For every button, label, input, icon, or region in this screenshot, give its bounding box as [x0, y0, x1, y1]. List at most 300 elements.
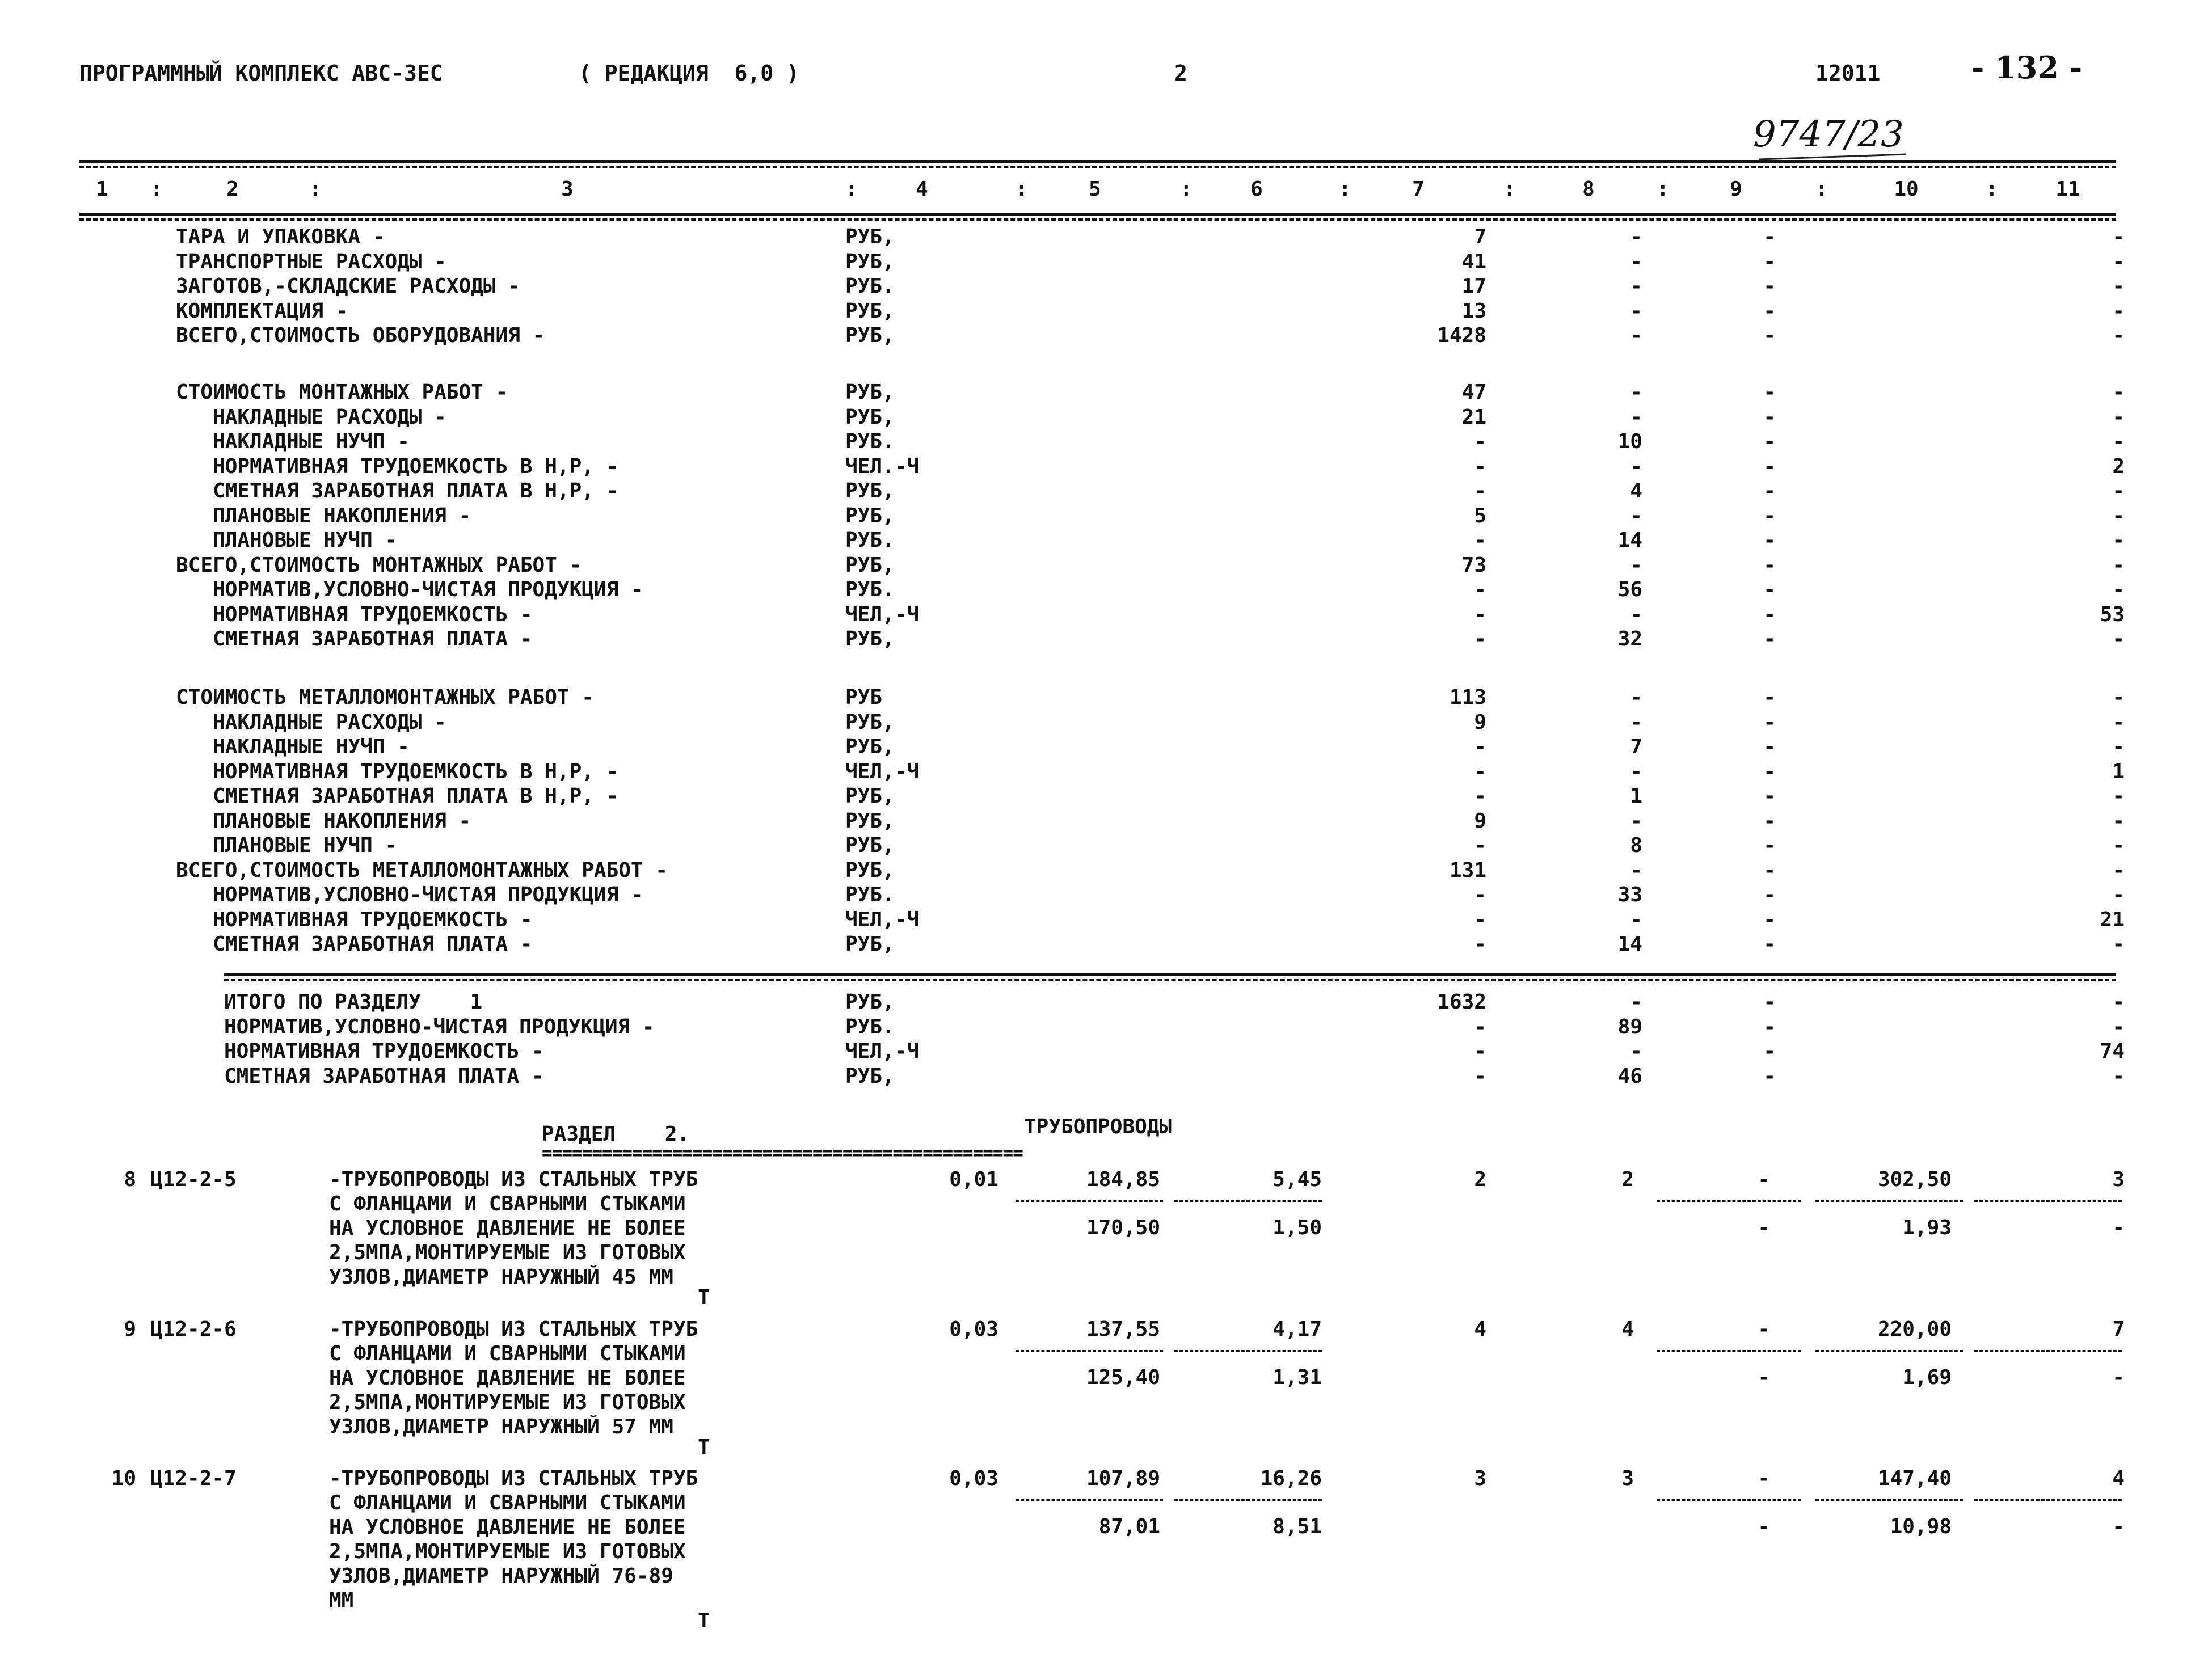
item-col5-bottom: 170,50 [1086, 1216, 1160, 1239]
item-col9-bottom: - [1758, 1216, 1770, 1239]
row-unit: РУБ, [845, 1064, 895, 1088]
row-col11: 53 [2100, 602, 2125, 626]
column-header-10: 10 [1894, 178, 1919, 201]
column-separator: : [845, 178, 858, 201]
row-col7: - [1474, 933, 1486, 956]
column-header-1: 1 [96, 178, 108, 201]
item-col6-divider [1174, 1499, 1322, 1501]
row-col11: - [2112, 1015, 2125, 1039]
row-col9: - [1763, 627, 1776, 651]
row-name: ПЛАНОВЫЕ НАКОПЛЕНИЯ - [176, 809, 471, 833]
item-col8: 2 [1621, 1168, 1634, 1191]
row-col11: - [2112, 381, 2125, 404]
item-col11-top: 3 [2112, 1168, 2125, 1191]
item-col10-divider [1815, 1499, 1963, 1501]
document-code: 12011 [1815, 61, 1881, 86]
row-unit: РУБ, [845, 933, 895, 956]
row-col11: - [2112, 250, 2125, 273]
row-col11: - [2112, 504, 2125, 528]
row-col9: - [1763, 858, 1776, 882]
row-unit: РУБ, [845, 405, 895, 429]
row-col7: 17 [1461, 275, 1486, 298]
section-underline: ================================================ [542, 1143, 1023, 1163]
row-col8: - [1630, 760, 1642, 783]
row-unit: РУБ. [845, 883, 895, 906]
item-col9-divider [1657, 1350, 1801, 1352]
row-col7: - [1474, 1040, 1486, 1063]
item-col9-bottom: - [1758, 1515, 1770, 1538]
row-unit: РУБ, [845, 381, 895, 404]
header-bottom-rule [79, 213, 2116, 216]
row-col11: - [2112, 809, 2125, 833]
row-name: СМЕТНАЯ ЗАРАБОТНАЯ ПЛАТА - [224, 1064, 544, 1088]
row-col8: 14 [1617, 529, 1642, 552]
row-col8: - [1630, 381, 1642, 404]
item-col10-bottom: 1,93 [1902, 1216, 1952, 1239]
row-name: ЗАГОТОВ,-СКЛАДСКИЕ РАСХОДЫ - [176, 275, 520, 298]
row-col7: - [1474, 430, 1486, 453]
item-col10-top: 302,50 [1877, 1168, 1952, 1191]
row-col11: 1 [2112, 760, 2125, 783]
row-name: ТАРА И УПАКОВКА - [176, 225, 385, 248]
item-number: 8 [124, 1168, 136, 1191]
item-col5-divider [1016, 1499, 1163, 1501]
row-col9: - [1763, 760, 1776, 783]
row-name: НАКЛАДНЫЕ РАСХОДЫ - [176, 405, 446, 429]
row-col7: - [1474, 735, 1486, 758]
row-col8: - [1630, 299, 1642, 323]
item-col7: 3 [1474, 1467, 1486, 1490]
row-col7: 7 [1474, 225, 1486, 248]
item-col6-top: 16,26 [1260, 1467, 1322, 1490]
row-col9: - [1763, 1040, 1776, 1063]
row-col7: - [1474, 784, 1486, 808]
row-col9: - [1763, 504, 1776, 528]
header-bottom-rule-2 [79, 218, 2116, 221]
row-col11: - [2112, 784, 2125, 808]
column-header-4: 4 [916, 178, 928, 201]
row-unit: РУБ. [845, 430, 895, 453]
totals-rule-2 [224, 979, 2116, 981]
row-unit: ЧЕЛ.-Ч [845, 454, 920, 478]
item-unit: Т [698, 1286, 710, 1309]
row-col11: - [2112, 324, 2125, 347]
row-col9: - [1763, 602, 1776, 626]
row-col7: 9 [1474, 809, 1486, 833]
item-col7: 2 [1474, 1168, 1486, 1191]
row-col8: - [1630, 858, 1642, 882]
row-col7: - [1474, 1064, 1486, 1088]
row-col11: - [2112, 275, 2125, 298]
item-quantity: 0,03 [949, 1467, 998, 1490]
item-number: 10 [111, 1467, 136, 1490]
row-col7: - [1474, 602, 1486, 626]
row-col11: - [2112, 578, 2125, 601]
row-unit: РУБ, [845, 627, 895, 651]
row-col7: - [1474, 578, 1486, 601]
document-page-number: 2 [1174, 61, 1187, 86]
item-col6-top: 4,17 [1273, 1318, 1322, 1341]
row-name: НОРМАТИВ,УСЛОВНО-ЧИСТАЯ ПРОДУКЦИЯ - [176, 578, 643, 601]
item-description-line: -ТРУБОПРОВОДЫ ИЗ СТАЛЬНЫХ ТРУБ [329, 1318, 698, 1341]
item-col10-bottom: 1,69 [1902, 1366, 1952, 1389]
row-col7: 1428 [1437, 324, 1486, 347]
column-header-8: 8 [1582, 178, 1595, 201]
item-col10-top: 220,00 [1877, 1318, 1952, 1341]
row-name: ВСЕГО,СТОИМОСТЬ МОНТАЖНЫХ РАБОТ - [176, 553, 582, 577]
row-unit: РУБ, [845, 735, 895, 758]
row-col11: - [2112, 299, 2125, 323]
row-col9: - [1763, 908, 1776, 931]
row-unit: РУБ [845, 686, 883, 709]
row-unit: РУБ. [845, 275, 895, 298]
row-col9: - [1763, 1015, 1776, 1039]
row-name: КОМПЛЕКТАЦИЯ - [176, 299, 348, 323]
row-col7: 73 [1461, 553, 1486, 577]
row-col9: - [1763, 578, 1776, 601]
row-col7: - [1474, 883, 1486, 906]
section-title: ТРУБОПРОВОДЫ [1024, 1115, 1172, 1138]
row-unit: ЧЕЛ,-Ч [845, 908, 920, 931]
column-header-11: 11 [2055, 178, 2080, 201]
item-col10-bottom: 10,98 [1890, 1515, 1952, 1538]
row-name: НОРМАТИВНАЯ ТРУДОЕМКОСТЬ В Н,Р, - [176, 760, 619, 783]
row-col7: 47 [1461, 381, 1486, 404]
row-col9: - [1763, 834, 1776, 857]
row-col8: - [1630, 504, 1642, 528]
item-col7: 4 [1474, 1318, 1486, 1341]
row-col7: - [1474, 908, 1486, 931]
row-col11: - [2112, 430, 2125, 453]
row-name: ВСЕГО,СТОИМОСТЬ ОБОРУДОВАНИЯ - [176, 324, 545, 347]
row-col9: - [1763, 686, 1776, 709]
item-col9-divider [1657, 1499, 1801, 1501]
column-separator: : [1016, 178, 1028, 201]
row-name: НОРМАТИВНАЯ ТРУДОЕМКОСТЬ - [176, 602, 533, 626]
item-unit: Т [698, 1436, 710, 1459]
row-unit: РУБ, [845, 834, 895, 857]
row-unit: РУБ, [845, 858, 895, 882]
row-unit: РУБ. [845, 578, 895, 601]
column-separator: : [309, 178, 322, 201]
row-col8: 46 [1617, 1064, 1642, 1088]
row-name: СМЕТНАЯ ЗАРАБОТНАЯ ПЛАТА В Н,Р, - [176, 479, 619, 503]
item-col8: 4 [1621, 1318, 1634, 1341]
row-col11: - [2112, 933, 2125, 956]
row-col8: - [1630, 250, 1642, 273]
item-quantity: 0,03 [949, 1318, 998, 1341]
item-number: 9 [124, 1318, 136, 1341]
item-description-line: С ФЛАНЦАМИ И СВАРНЫМИ СТЫКАМИ [329, 1491, 686, 1514]
row-col8: 7 [1630, 735, 1642, 758]
row-col7: 9 [1474, 710, 1486, 734]
row-unit: РУБ, [845, 784, 895, 808]
column-separator: : [1180, 178, 1193, 201]
row-name: ИТОГО ПО РАЗДЕЛУ 1 [224, 990, 483, 1014]
row-name: НАКЛАДНЫЕ НУЧП - [176, 735, 410, 758]
item-description-line: НА УСЛОВНОЕ ДАВЛЕНИЕ НЕ БОЛЕЕ [329, 1516, 686, 1539]
row-col8: - [1630, 602, 1642, 626]
row-name: НАКЛАДНЫЕ НУЧП - [176, 430, 410, 453]
item-code: Ц12-2-5 [150, 1168, 237, 1191]
row-name: СМЕТНАЯ ЗАРАБОТНАЯ ПЛАТА - [176, 933, 533, 956]
row-col7: - [1474, 529, 1486, 552]
row-col7: 41 [1461, 250, 1486, 273]
item-col11-top: 7 [2112, 1318, 2125, 1341]
row-col7: - [1474, 1015, 1486, 1039]
row-col9: - [1763, 454, 1776, 478]
item-description-line: -ТРУБОПРОВОДЫ ИЗ СТАЛЬНЫХ ТРУБ [329, 1467, 698, 1490]
row-unit: ЧЕЛ,-Ч [845, 602, 920, 626]
row-unit: РУБ, [845, 479, 895, 503]
row-name: СТОИМОСТЬ МЕТАЛЛОМОНТАЖНЫХ РАБОТ - [176, 686, 594, 709]
row-col7: 113 [1449, 686, 1486, 709]
column-header-5: 5 [1089, 178, 1101, 201]
column-header-7: 7 [1412, 178, 1425, 201]
row-name: СМЕТНАЯ ЗАРАБОТНАЯ ПЛАТА - [176, 627, 533, 651]
row-col8: - [1630, 454, 1642, 478]
row-col11: - [2112, 735, 2125, 758]
row-col9: - [1763, 430, 1776, 453]
item-description-line: С ФЛАНЦАМИ И СВАРНЫМИ СТЫКАМИ [329, 1192, 686, 1216]
row-col11: - [2112, 553, 2125, 577]
item-code: Ц12-2-7 [150, 1467, 237, 1490]
row-col9: - [1763, 735, 1776, 758]
totals-rule [224, 973, 2116, 976]
row-unit: ЧЕЛ,-Ч [845, 760, 920, 783]
item-col9-divider [1657, 1200, 1801, 1202]
row-col9: - [1763, 275, 1776, 298]
item-col9-top: - [1758, 1168, 1770, 1191]
row-name: НОРМАТИВ,УСЛОВНО-ЧИСТАЯ ПРОДУКЦИЯ - [176, 883, 643, 906]
section-label: РАЗДЕЛ 2. [542, 1123, 690, 1146]
row-col8: - [1630, 908, 1642, 931]
row-col9: - [1763, 710, 1776, 734]
item-col6-divider [1174, 1200, 1322, 1202]
row-col8: 14 [1617, 933, 1642, 956]
row-col11: - [2112, 990, 2125, 1014]
row-unit: РУБ. [845, 529, 895, 552]
row-name: СТОИМОСТЬ МОНТАЖНЫХ РАБОТ - [176, 381, 508, 404]
row-col7: - [1474, 760, 1486, 783]
program-title: ПРОГРАММНЫЙ КОМПЛЕКС АВС-ЗЕС [79, 61, 443, 86]
item-col11-divider [1974, 1499, 2122, 1501]
row-unit: РУБ, [845, 225, 895, 248]
item-col9-bottom: - [1758, 1366, 1770, 1389]
row-col11: - [2112, 225, 2125, 248]
row-col8: - [1630, 324, 1642, 347]
row-col9: - [1763, 381, 1776, 404]
row-col11: - [2112, 686, 2125, 709]
row-unit: ЧЕЛ,-Ч [845, 1040, 920, 1063]
row-col7: - [1474, 479, 1486, 503]
row-unit: РУБ, [845, 809, 895, 833]
column-separator: : [1986, 178, 1998, 201]
item-description-line: УЗЛОВ,ДИАМЕТР НАРУЖНЫЙ 45 ММ [329, 1265, 673, 1289]
row-col9: - [1763, 809, 1776, 833]
item-description-line: ММ [329, 1589, 354, 1612]
item-description-line: УЗЛОВ,ДИАМЕТР НАРУЖНЫЙ 57 ММ [329, 1415, 673, 1438]
row-col8: 89 [1617, 1015, 1642, 1039]
row-col9: - [1763, 1064, 1776, 1088]
item-col5-divider [1016, 1350, 1163, 1352]
row-col9: - [1763, 299, 1776, 323]
item-description-line: НА УСЛОВНОЕ ДАВЛЕНИЕ НЕ БОЛЕЕ [329, 1217, 686, 1240]
row-col11: - [2112, 529, 2125, 552]
item-col5-top: 137,55 [1086, 1318, 1160, 1341]
row-col8: - [1630, 405, 1642, 429]
item-col11-top: 4 [2112, 1467, 2125, 1490]
row-name: ПЛАНОВЫЕ НУЧП - [176, 834, 398, 857]
row-col9: - [1763, 225, 1776, 248]
item-col11-divider [1974, 1350, 2122, 1352]
item-col11-bottom: - [2112, 1366, 2125, 1389]
column-header-3: 3 [561, 178, 574, 201]
row-col8: 8 [1630, 834, 1642, 857]
row-col8: - [1630, 225, 1642, 248]
edition-label: ( РЕДАКЦИЯ 6,0 ) [579, 61, 799, 86]
row-col11: - [2112, 627, 2125, 651]
header-top-rule [79, 160, 2116, 163]
item-description-line: НА УСЛОВНОЕ ДАВЛЕНИЕ НЕ БОЛЕЕ [329, 1366, 686, 1390]
row-col11: - [2112, 479, 2125, 503]
row-col8: - [1630, 275, 1642, 298]
row-col11: - [2112, 883, 2125, 906]
item-col6-bottom: 1,50 [1273, 1216, 1322, 1239]
item-description-line: УЗЛОВ,ДИАМЕТР НАРУЖНЫЙ 76-89 [329, 1564, 673, 1588]
item-col11-divider [1974, 1200, 2122, 1202]
row-col9: - [1763, 324, 1776, 347]
row-col9: - [1763, 784, 1776, 808]
column-separator: : [150, 178, 163, 201]
row-col8: - [1630, 990, 1642, 1014]
row-unit: РУБ, [845, 990, 895, 1014]
row-col7: 131 [1449, 858, 1486, 882]
item-description-line: -ТРУБОПРОВОДЫ ИЗ СТАЛЬНЫХ ТРУБ [329, 1168, 698, 1191]
item-description-line: С ФЛАНЦАМИ И СВАРНЫМИ СТЫКАМИ [329, 1342, 686, 1365]
item-quantity: 0,01 [949, 1168, 998, 1191]
row-col8: 32 [1617, 627, 1642, 651]
column-header-2: 2 [226, 178, 239, 201]
row-name: НАКЛАДНЫЕ РАСХОДЫ - [176, 710, 446, 734]
row-col11: 2 [2112, 454, 2125, 478]
row-col11: - [2112, 710, 2125, 734]
row-col7: 1632 [1437, 990, 1486, 1014]
column-separator: : [1657, 178, 1669, 201]
row-col7: 21 [1461, 405, 1486, 429]
row-name: ПЛАНОВЫЕ НУЧП - [176, 529, 398, 552]
item-col5-top: 184,85 [1086, 1168, 1160, 1191]
row-name: СМЕТНАЯ ЗАРАБОТНАЯ ПЛАТА В Н,Р, - [176, 784, 619, 808]
row-col8: - [1630, 686, 1642, 709]
row-col9: - [1763, 405, 1776, 429]
row-col8: 10 [1617, 430, 1642, 453]
row-col8: - [1630, 710, 1642, 734]
item-col10-top: 147,40 [1877, 1467, 1952, 1490]
item-unit: Т [698, 1609, 710, 1632]
item-col10-divider [1815, 1200, 1963, 1202]
row-name: НОРМАТИВНАЯ ТРУДОЕМКОСТЬ - [176, 908, 533, 931]
item-code: Ц12-2-6 [150, 1318, 237, 1341]
row-col11: 74 [2100, 1040, 2125, 1063]
row-name: НОРМАТИВНАЯ ТРУДОЕМКОСТЬ В Н,Р, - [176, 454, 619, 478]
item-col6-divider [1174, 1350, 1322, 1352]
row-col11: - [2112, 834, 2125, 857]
item-col6-bottom: 1,31 [1273, 1366, 1322, 1389]
item-col5-bottom: 125,40 [1086, 1366, 1160, 1389]
row-col11: 21 [2100, 908, 2125, 931]
row-col9: - [1763, 479, 1776, 503]
row-col8: 56 [1617, 578, 1642, 601]
row-unit: РУБ, [845, 710, 895, 734]
column-header-6: 6 [1250, 178, 1263, 201]
row-col8: - [1630, 553, 1642, 577]
item-col9-top: - [1758, 1467, 1770, 1490]
row-col8: 4 [1630, 479, 1642, 503]
row-name: НОРМАТИВНАЯ ТРУДОЕМКОСТЬ - [224, 1040, 544, 1063]
row-unit: РУБ, [845, 553, 895, 577]
item-col5-bottom: 87,01 [1098, 1515, 1160, 1538]
row-name: ТРАНСПОРТНЫЕ РАСХОДЫ - [176, 250, 446, 273]
row-col9: - [1763, 933, 1776, 956]
row-unit: РУБ. [845, 1015, 895, 1039]
item-col8: 3 [1621, 1467, 1634, 1490]
item-col10-divider [1815, 1350, 1963, 1352]
column-separator: : [1815, 178, 1828, 201]
item-description-line: 2,5МПА,МОНТИРУЕМЫЕ ИЗ ГОТОВЫХ [329, 1391, 686, 1414]
row-col8: 1 [1630, 784, 1642, 808]
item-col11-bottom: - [2112, 1216, 2125, 1239]
item-col6-top: 5,45 [1273, 1168, 1322, 1191]
row-unit: РУБ, [845, 324, 895, 347]
row-col7: 13 [1461, 299, 1486, 323]
column-separator: : [1503, 178, 1516, 201]
row-col11: - [2112, 405, 2125, 429]
row-name: ПЛАНОВЫЕ НАКОПЛЕНИЯ - [176, 504, 471, 528]
row-col9: - [1763, 250, 1776, 273]
row-col8: - [1630, 1040, 1642, 1063]
item-description-line: 2,5МПА,МОНТИРУЕМЫЕ ИЗ ГОТОВЫХ [329, 1241, 686, 1264]
row-col9: - [1763, 990, 1776, 1014]
row-unit: РУБ, [845, 299, 895, 323]
row-col9: - [1763, 553, 1776, 577]
row-col9: - [1763, 529, 1776, 552]
item-col5-divider [1016, 1200, 1163, 1202]
row-unit: РУБ, [845, 504, 895, 528]
column-header-9: 9 [1730, 178, 1742, 201]
row-col11: - [2112, 1064, 2125, 1088]
row-name: НОРМАТИВ,УСЛОВНО-ЧИСТАЯ ПРОДУКЦИЯ - [224, 1015, 655, 1039]
header-top-rule-2 [79, 166, 2116, 168]
item-description-line: 2,5МПА,МОНТИРУЕМЫЕ ИЗ ГОТОВЫХ [329, 1540, 686, 1563]
handwritten-note: 9747/23 [1753, 113, 1904, 155]
row-col8: 33 [1617, 883, 1642, 906]
row-col8: - [1630, 809, 1642, 833]
row-col7: - [1474, 454, 1486, 478]
item-col6-bottom: 8,51 [1273, 1515, 1322, 1538]
column-separator: : [1339, 178, 1351, 201]
row-name: ВСЕГО,СТОИМОСТЬ МЕТАЛЛОМОНТАЖНЫХ РАБОТ - [176, 858, 668, 882]
item-col11-bottom: - [2112, 1515, 2125, 1538]
row-unit: РУБ, [845, 250, 895, 273]
sheet-number: - 132 - [1971, 49, 2083, 86]
row-col7: 5 [1474, 504, 1486, 528]
row-col7: - [1474, 834, 1486, 857]
item-col5-top: 107,89 [1086, 1467, 1160, 1490]
item-col9-top: - [1758, 1318, 1770, 1341]
row-col9: - [1763, 883, 1776, 906]
row-col11: - [2112, 858, 2125, 882]
